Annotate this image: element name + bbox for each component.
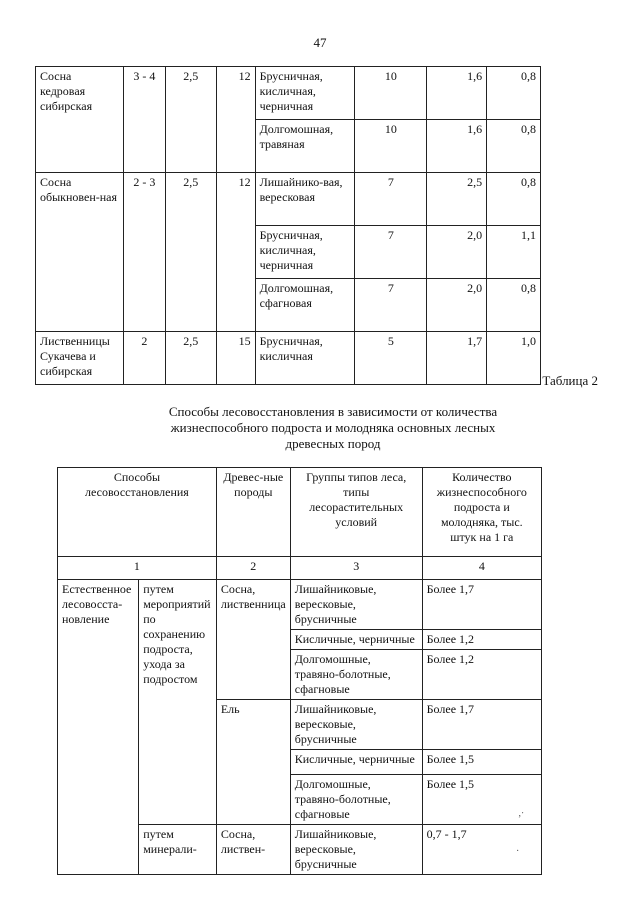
forest-type-cell: Долгомошная, сфагновая <box>255 279 355 332</box>
forest-group-cell: Долгомошные, травяно-болотные, сфагновые <box>290 650 422 700</box>
height-cell: 12 <box>216 173 255 332</box>
value-cell: 1,1 <box>487 226 541 279</box>
height-cell: 12 <box>216 67 255 173</box>
table-row <box>36 67 541 120</box>
column-number-row <box>58 557 542 580</box>
ratio-cell: 1,7 <box>427 332 487 385</box>
class-cell: 2 - 3 <box>123 173 165 332</box>
count-cell: 7 <box>355 173 427 226</box>
value-cell: 0,8 <box>487 173 541 226</box>
forest-group-cell: Кисличные, черничные <box>290 750 422 775</box>
reforestation-methods-table <box>57 467 542 875</box>
species-cell: Сосна обыкновен-ная <box>36 173 124 332</box>
forest-group-cell: Лишайниковые, вересковые, брусничные <box>290 580 422 630</box>
header-quantity: Количество жизнеспособного подроста и молодняка, тыс. штук на 1 га <box>422 468 541 557</box>
table-caption: Способы лесовосстановления в зависимости от количества жизнеспособного подроста и молодняка основных лесных древесных пород <box>168 404 498 451</box>
column-number: 1 <box>58 557 217 580</box>
species-cell: Ель <box>216 700 290 825</box>
ratio-cell: 2,5 <box>427 173 487 226</box>
amount-cell: Более 1,7 <box>422 700 541 750</box>
sub-method: путем минерали- <box>139 825 217 875</box>
coef-cell: 2,5 <box>165 173 216 332</box>
height-cell: 15 <box>216 332 255 385</box>
table-row <box>58 580 542 630</box>
value-cell: 0,8 <box>487 279 541 332</box>
forest-type-cell: Брусничная, кисличная, черничная <box>255 67 355 120</box>
coef-cell: 2,5 <box>165 67 216 173</box>
ratio-cell: 1,6 <box>427 67 487 120</box>
class-cell: 2 <box>123 332 165 385</box>
count-cell: 10 <box>355 120 427 173</box>
column-number: 2 <box>216 557 290 580</box>
count-cell: 7 <box>355 279 427 332</box>
forest-type-cell: Брусничная, кисличная, черничная <box>255 226 355 279</box>
header-forest-groups: Группы типов леса, типы лесорастительных условий <box>290 468 422 557</box>
table-label: Таблица 2 <box>542 373 598 388</box>
scan-dot: · <box>516 846 520 857</box>
class-cell: 3 - 4 <box>123 67 165 173</box>
count-cell: 5 <box>355 332 427 385</box>
column-number: 4 <box>422 557 541 580</box>
amount-cell: Более 1,5 <box>422 750 541 775</box>
method-natural: Естественное лесовосста-новление <box>58 580 139 875</box>
value-cell: 0,8 <box>487 67 541 120</box>
ratio-cell: 2,0 <box>427 226 487 279</box>
table-row <box>36 173 541 226</box>
table-row <box>36 332 541 385</box>
species-cell: Сосна, лиственница <box>216 580 290 700</box>
species-cell: Лиственницы Сукачева и сибирская <box>36 332 124 385</box>
header-methods: Способы лесовосстановления <box>58 468 217 557</box>
count-cell: 7 <box>355 226 427 279</box>
amount-cell: Более 1,2 <box>422 630 541 650</box>
value-cell: 0,8 <box>487 120 541 173</box>
amount-cell: Более 1,7 <box>422 580 541 630</box>
species-cell: Сосна, листвен- <box>216 825 290 875</box>
ratio-cell: 1,6 <box>427 120 487 173</box>
forest-group-cell: Лишайниковые, вересковые, брусничные <box>290 825 422 875</box>
forest-stand-table <box>35 66 541 385</box>
forest-type-cell: Лишайнико-вая, вересковая <box>255 173 355 226</box>
forest-group-cell: Лишайниковые, вересковые, брусничные <box>290 700 422 750</box>
amount-cell: Более 1,2 <box>422 650 541 700</box>
header-species: Древес-ные породы <box>216 468 290 557</box>
forest-type-cell: Брусничная, кисличная <box>255 332 355 385</box>
scan-mark: ‚∙ <box>518 808 524 819</box>
count-cell: 10 <box>355 67 427 120</box>
species-cell: Сосна кедровая сибирская <box>36 67 124 173</box>
ratio-cell: 2,0 <box>427 279 487 332</box>
column-number: 3 <box>290 557 422 580</box>
forest-type-cell: Долгомошная, травяная <box>255 120 355 173</box>
amount-cell: 0,7 - 1,7 <box>422 825 541 875</box>
forest-group-cell: Долгомошные, травяно-болотные, сфагновые <box>290 775 422 825</box>
header-row <box>58 468 542 557</box>
forest-group-cell: Кисличные, черничные <box>290 630 422 650</box>
page-number: 47 <box>313 35 327 50</box>
value-cell: 1,0 <box>487 332 541 385</box>
coef-cell: 2,5 <box>165 332 216 385</box>
sub-method: путем мероприятий по сохранению подроста, ухода за подростом <box>139 580 217 825</box>
amount-cell: Более 1,5 <box>422 775 541 825</box>
